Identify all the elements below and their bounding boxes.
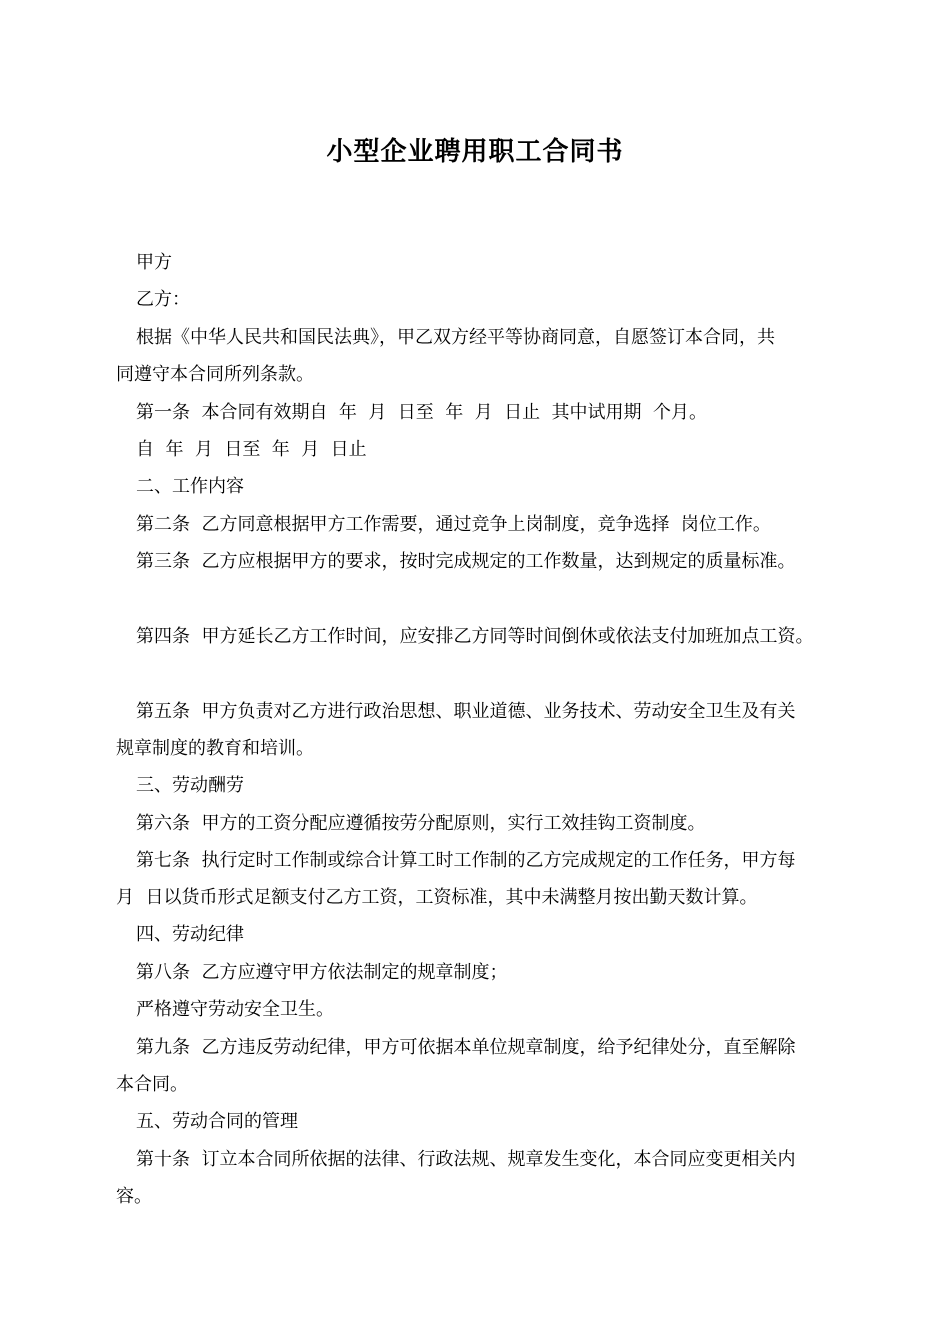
article-4: 第四条 甲方延长乙方工作时间，应安排乙方同等时间倒休或依法支付加班加点工资。 [136,626,814,647]
section-5-heading: 五、劳动合同的管理 [136,1111,298,1132]
article-9-line-2: 本合同。 [116,1074,188,1095]
article-5-line-2: 规章制度的教育和培训。 [116,738,314,759]
article-9-line-1: 第九条 乙方违反劳动纪律，甲方可依据本单位规章制度，给予纪律处分，直至解除 [136,1037,796,1058]
preamble-line-2: 同遵守本合同所列条款。 [116,364,314,385]
party-a-line: 甲方 [136,252,172,273]
document-title: 小型企业聘用职工合同书 [326,137,624,167]
article-7-line-2: 月 日以货币形式足额支付乙方工资，工资标准，其中未满整月按出勤天数计算。 [116,887,758,908]
article-5-line-1: 第五条 甲方负责对乙方进行政治思想、职业道德、业务技术、劳动安全卫生及有关 [136,701,796,722]
article-1-period: 自 年 月 日至 年 月 日止 [136,439,367,460]
preamble-line-1: 根据《中华人民共和国民法典》，甲乙双方经平等协商同意，自愿签订本合同，共 [136,327,775,348]
section-3-heading: 三、劳动酬劳 [136,775,244,796]
article-10-line-1: 第十条 订立本合同所依据的法律、行政法规、规章发生变化，本合同应变更相关内 [136,1149,796,1170]
article-1: 第一条 本合同有效期自 年 月 日至 年 月 日止 其中试用期 个月。 [136,402,707,423]
article-8-continued: 严格遵守劳动安全卫生。 [136,999,334,1020]
section-4-heading: 四、劳动纪律 [136,924,244,945]
article-10-line-2: 容。 [116,1186,152,1207]
party-b-line: 乙方： [136,289,190,310]
section-2-heading: 二、工作内容 [136,476,244,497]
article-8: 第八条 乙方应遵守甲方依法制定的规章制度； [136,962,508,983]
article-7-line-1: 第七条 执行定时工作制或综合计算工时工作制的乙方完成规定的工作任务，甲方每 [136,850,796,871]
article-6: 第六条 甲方的工资分配应遵循按劳分配原则，实行工效挂钩工资制度。 [136,813,706,834]
article-2: 第二条 乙方同意根据甲方工作需要，通过竞争上岗制度，竞争选择 岗位工作。 [136,514,771,535]
article-3: 第三条 乙方应根据甲方的要求，按时完成规定的工作数量，达到规定的质量标准。 [136,551,796,572]
